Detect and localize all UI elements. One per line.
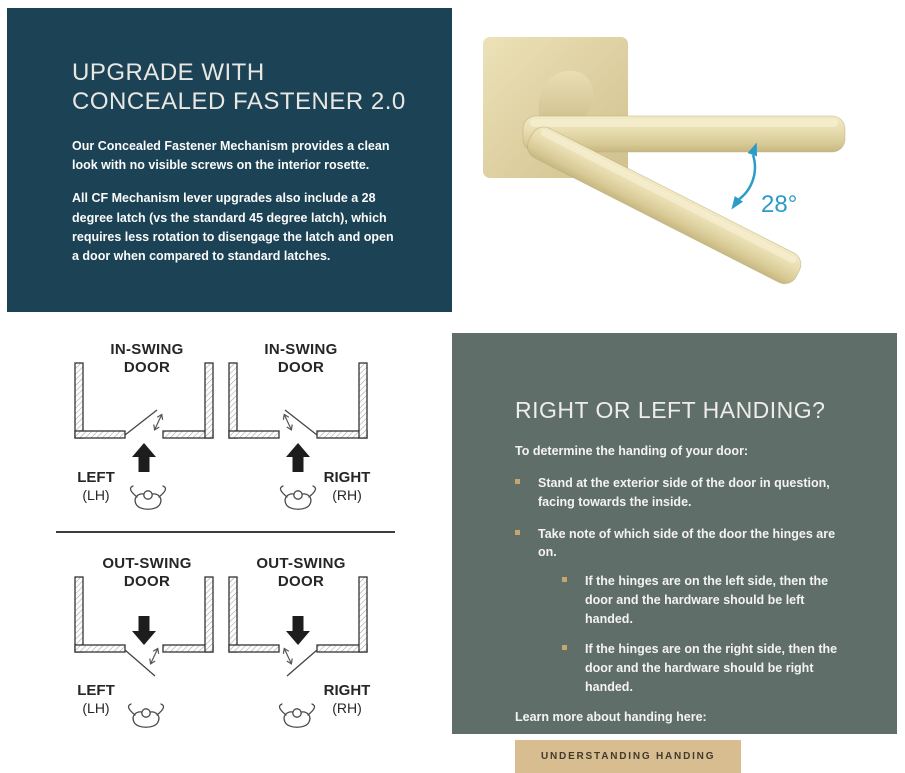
enter-arrow-icon — [286, 443, 310, 472]
exit-arrow-icon — [132, 616, 156, 645]
upgrade-panel — [7, 8, 452, 312]
handing-steps-list — [515, 474, 855, 697]
angle-label: 28° — [761, 191, 798, 218]
right-hand-label: RIGHT — [323, 682, 371, 699]
diagram-out-swing-right — [229, 555, 370, 727]
in-swing-title-line1: IN-SWING — [264, 341, 338, 358]
step-1-text-cont: side of the door in question, facing towards the inside. — [538, 476, 830, 509]
hinge-rule-left: If the hinges are on the left side, then the door and the hardware should be left handed. — [562, 572, 855, 628]
right-hand-label: RIGHT — [323, 469, 371, 486]
lever-product-image — [452, 0, 905, 330]
step-2-text: Take note of which side of the door the hinges are on. — [538, 526, 836, 560]
person-icon — [130, 486, 165, 509]
enter-arrow-icon — [132, 443, 156, 472]
upgrade-paragraph-2: All CF Mechanism lever upgrades also include a 28 degree latch (vs the standard 45 degree latch), which requires less rotation to disengage the latch and open a door when compared to standard latches. — [72, 191, 394, 264]
person-icon — [280, 486, 315, 509]
upgrade-title: UPGRADE WITH CONCEALED FASTENER 2.0 — [72, 59, 406, 116]
left-hand-label: LEFT — [77, 682, 115, 699]
out-swing-title-line2: DOOR — [123, 573, 171, 590]
exit-arrow-icon — [286, 616, 310, 645]
diagram-out-swing-left — [75, 555, 213, 727]
swing-arrow-icon — [148, 647, 161, 665]
in-swing-title-line2: DOOR — [123, 359, 171, 376]
handing-step-1 — [515, 474, 855, 512]
out-swing-title-line2: DOOR — [277, 573, 325, 590]
step-1-bold-text: exterior — [613, 476, 659, 490]
out-swing-title-line1: OUT-SWING — [256, 555, 346, 572]
door-leaf-icon — [285, 410, 317, 435]
upgrade-paragraph-1: Our Concealed Fastener Mechanism provides a clean look with no visible screws on the interior rosette. — [72, 138, 390, 172]
door-diagrams — [0, 330, 452, 747]
hinge-rule-right: If the hinges are on the right side, then the door and the hardware should be right handed. — [562, 640, 855, 696]
handing-step-2 — [515, 525, 855, 697]
door-leaf-icon — [125, 410, 157, 435]
diagram-in-swing-right — [229, 341, 370, 509]
handing-title: RIGHT OR LEFT HANDING? — [515, 397, 826, 423]
handing-intro: To determine the handing of your door: — [515, 444, 749, 458]
out-swing-title-line1: OUT-SWING — [102, 555, 192, 572]
step-1-text: Stand at the — [538, 476, 614, 490]
in-swing-title-line1: IN-SWING — [110, 341, 184, 358]
swing-arrow-icon — [281, 647, 294, 665]
right-hand-abbr: (RH) — [332, 487, 362, 503]
left-hand-abbr: (LH) — [82, 700, 110, 716]
right-hand-abbr: (RH) — [332, 700, 362, 716]
in-swing-title-line2: DOOR — [277, 359, 325, 376]
handing-panel — [452, 333, 897, 762]
swing-arrow-icon — [152, 413, 165, 431]
diagram-in-swing-left — [75, 341, 213, 509]
hinge-rules-list — [562, 572, 855, 697]
person-icon — [128, 704, 163, 727]
left-hand-label: LEFT — [77, 469, 115, 486]
learn-more-text: Learn more about handing here: — [515, 709, 707, 724]
understanding-handing-button[interactable]: UNDERSTANDING HANDING — [515, 740, 741, 773]
rotation-arrow-icon — [738, 155, 755, 200]
left-hand-abbr: (LH) — [82, 487, 110, 503]
person-icon — [279, 704, 314, 727]
